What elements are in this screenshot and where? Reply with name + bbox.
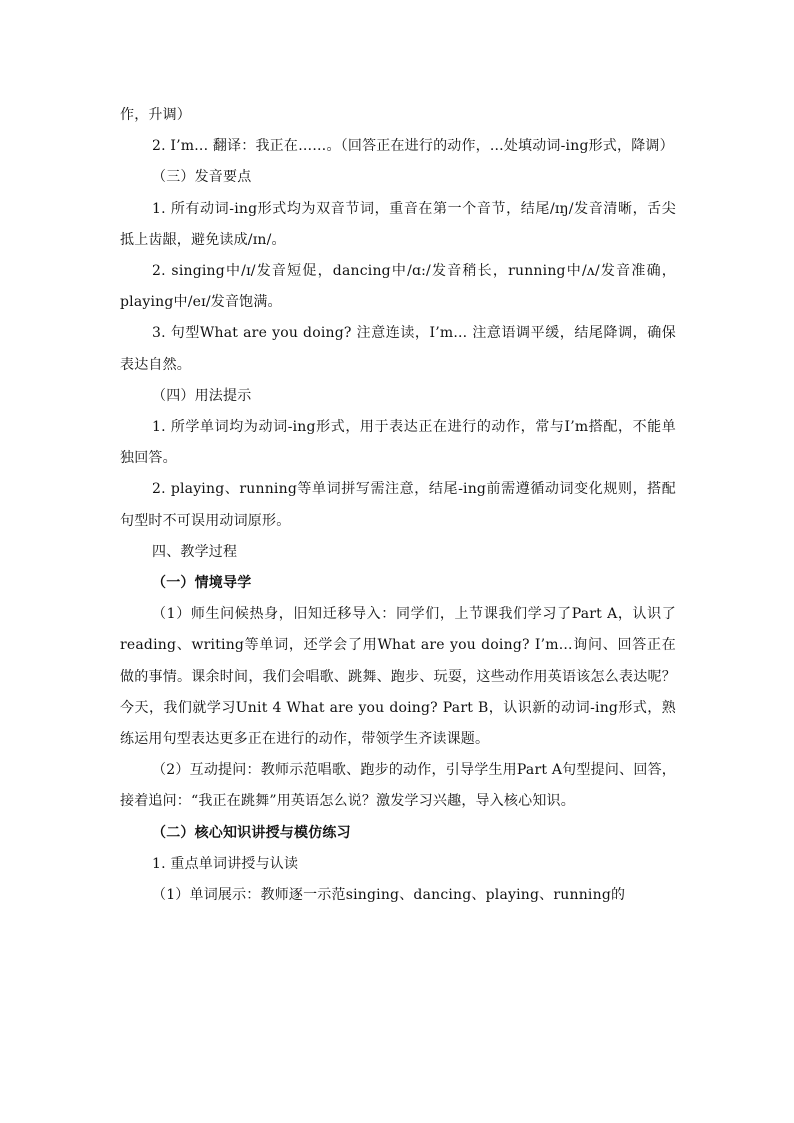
section-heading-teaching-process: 四、教学过程 <box>152 543 238 560</box>
paragraph-context-1: （1）师生问候热身，旧知迁移导入：同学们，上节课我们学习了Part A，认识了reading、writing等单词，还学会了用What are you doing? I’m...询问、回答正在做的事情。课余时间，我们会唱歌、跳舞、跑步、玩耍，这些动作用英语该怎么表达呢？今天，我们就学习Unit 4 What are you doing? Part B，认识新的动词-ing形式，熟练运用句型表达更多正在进行的动作，带领学生齐读课题。 <box>120 606 676 748</box>
paragraph-pronunciation-3: 3. 句型What are you doing? 注意连读，I’m... 注意语调平缓，结尾降调，确保表达自然。 <box>120 325 676 373</box>
paragraph-vocab-display: （1）单词展示：教师逐一示范singing、dancing、playing、running的 <box>152 887 626 904</box>
paragraph-pronunciation-1: 1. 所有动词-ing形式均为双音节词，重音在第一个音节，结尾/ɪŋ/发音清晰，舌尖抵上齿龈，避免读成/ɪn/。 <box>120 200 676 248</box>
section-heading-pronunciation: （三）发音要点 <box>152 169 252 186</box>
paragraph-continuation: 作，升调） <box>120 107 191 123</box>
section-heading-usage: （四）用法提示 <box>152 387 252 404</box>
paragraph-usage-2: 2. playing、running等单词拼写需注意，结尾-ing前需遵循动词变化规则，搭配句型时不可误用动词原形。 <box>120 481 676 529</box>
subsection-heading-context: （一）情境导学 <box>152 575 252 592</box>
paragraph-context-2: （2）互动提问：教师示范唱歌、跑步的动作，引导学生用Part A句型提问、回答，接着追问：“我正在跳舞”用英语怎么说？激发学习兴趣，导入核心知识。 <box>120 762 676 810</box>
paragraph-usage-1: 1. 所学单词均为动词-ing形式，用于表达正在进行的动作，常与I’m搭配，不能单独回答。 <box>120 419 676 467</box>
paragraph-pronunciation-2: 2. singing中/ɪ/发音短促，dancing中/ɑ:/发音稍长，running中/ʌ/发音准确，playing中/eɪ/发音饱满。 <box>120 263 676 311</box>
paragraph-vocab-heading: 1. 重点单词讲授与认读 <box>152 855 299 872</box>
paragraph-sentence-2: 2. I’m... 翻译：我正在……。（回答正在进行的动作，...处填动词-ing形式，降调） <box>152 138 674 155</box>
document-body <box>120 100 676 911</box>
subsection-heading-core-knowledge: （二）核心知识讲授与模仿练习 <box>152 824 351 841</box>
